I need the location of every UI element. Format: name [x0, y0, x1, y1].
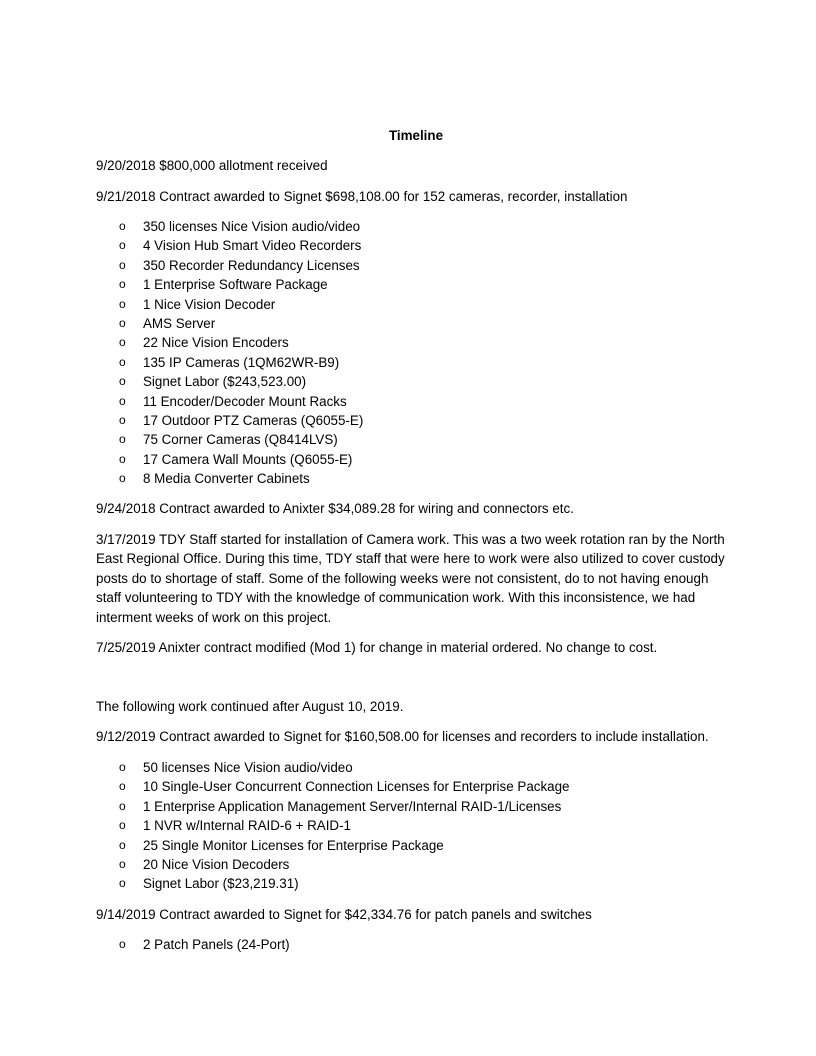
bullet-icon: o	[119, 759, 126, 774]
list-item: o Signet Labor ($243,523.00)	[96, 372, 736, 391]
bullet-icon: o	[119, 374, 126, 389]
list-item: o AMS Server	[96, 314, 736, 333]
bullet-icon: o	[119, 798, 126, 813]
bullet-icon: o	[119, 219, 126, 233]
list-item: o 1 Enterprise Application Management Server/Internal RAID-1/Licenses	[96, 797, 736, 816]
bullet-icon: o	[119, 779, 126, 794]
bullet-icon: o	[119, 471, 126, 486]
list-item: o 1 Enterprise Software Package	[96, 275, 736, 294]
list-item: o 350 Recorder Redundancy Licenses	[96, 256, 736, 275]
bullet-icon: o	[119, 451, 126, 466]
bullet-icon: o	[119, 238, 126, 253]
timeline-entry-signet-contract-3: 9/14/2019 Contract awarded to Signet for $42,334.76 for patch panels and switches	[96, 906, 592, 922]
list-item: o 135 IP Cameras (1QM62WR-B9)	[96, 353, 736, 372]
list-item: o 75 Corner Cameras (Q8414LVS)	[96, 430, 736, 449]
list-item: o 350 licenses Nice Vision audio/video	[96, 217, 736, 236]
timeline-entry-anixter-contract: 9/24/2018 Contract awarded to Anixter $34,089.28 for wiring and connectors etc.	[96, 501, 574, 517]
list-item: o 11 Encoder/Decoder Mount Racks	[96, 392, 736, 411]
list-item: o 1 NVR w/Internal RAID-6 + RAID-1	[96, 816, 736, 835]
list-item: o 25 Single Monitor Licenses for Enterprise Package	[96, 836, 736, 855]
timeline-entry-tdy-staff: 3/17/2019 TDY Staff started for installation of Camera work. This was a two week rotation ran by the North East Regional Office. During this time, TDY staff that were here to work were also utilized to cover custody posts do to shortage of staff. Some of the following weeks were not consistent, do to not having enough staff volunteering to TDY with the knowledge of communication work. With this inconsistence, we had interment weeks of work on this project.	[96, 531, 725, 625]
timeline-continuation-note: The following work continued after August 10, 2019.	[96, 698, 404, 714]
list-item: o 10 Single-User Concurrent Connection Licenses for Enterprise Package	[96, 777, 736, 796]
signet-contract-2-items	[96, 758, 736, 894]
spacer	[96, 669, 736, 697]
bullet-icon: o	[119, 412, 126, 427]
list-item: o 50 licenses Nice Vision audio/video	[96, 758, 736, 777]
timeline-entry-signet-contract-2: 9/12/2019 Contract awarded to Signet for $160,508.00 for licenses and recorders to include installation.	[96, 729, 709, 745]
bullet-icon: o	[119, 818, 126, 833]
list-item: o 1 Nice Vision Decoder	[96, 295, 736, 314]
list-item: o Signet Labor ($23,219.31)	[96, 874, 736, 893]
timeline-entry-anixter-mod: 7/25/2019 Anixter contract modified (Mod 1) for change in material ordered. No change to cost.	[96, 640, 658, 656]
bullet-icon: o	[119, 876, 126, 891]
bullet-icon: o	[119, 393, 126, 408]
list-item: o 8 Media Converter Cabinets	[96, 469, 736, 488]
bullet-icon: o	[119, 837, 126, 852]
bullet-icon: o	[119, 856, 126, 871]
timeline-entry-allotment: 9/20/2018 $800,000 allotment received	[96, 158, 328, 173]
list-item: o 17 Camera Wall Mounts (Q6055-E)	[96, 450, 736, 469]
list-item: o 20 Nice Vision Decoders	[96, 855, 736, 874]
bullet-icon: o	[119, 315, 126, 330]
bullet-icon: o	[119, 432, 126, 447]
list-item: o 2 Patch Panels (24-Port)	[96, 935, 736, 954]
bullet-icon: o	[119, 296, 126, 311]
page-title: Timeline	[388, 128, 444, 143]
bullet-icon: o	[119, 354, 126, 369]
signet-contract-1-items	[96, 217, 736, 488]
bullet-icon: o	[119, 277, 126, 292]
bullet-icon: o	[119, 937, 126, 952]
bullet-icon: o	[119, 335, 126, 350]
list-item: o 22 Nice Vision Encoders	[96, 333, 736, 352]
signet-contract-3-items	[96, 935, 736, 954]
list-item: o 4 Vision Hub Smart Video Recorders	[96, 236, 736, 255]
bullet-icon: o	[119, 257, 126, 272]
timeline-entry-signet-contract-1: 9/21/2018 Contract awarded to Signet $698,108.00 for 152 cameras, recorder, installation	[96, 188, 628, 204]
list-item: o 17 Outdoor PTZ Cameras (Q6055-E)	[96, 411, 736, 430]
